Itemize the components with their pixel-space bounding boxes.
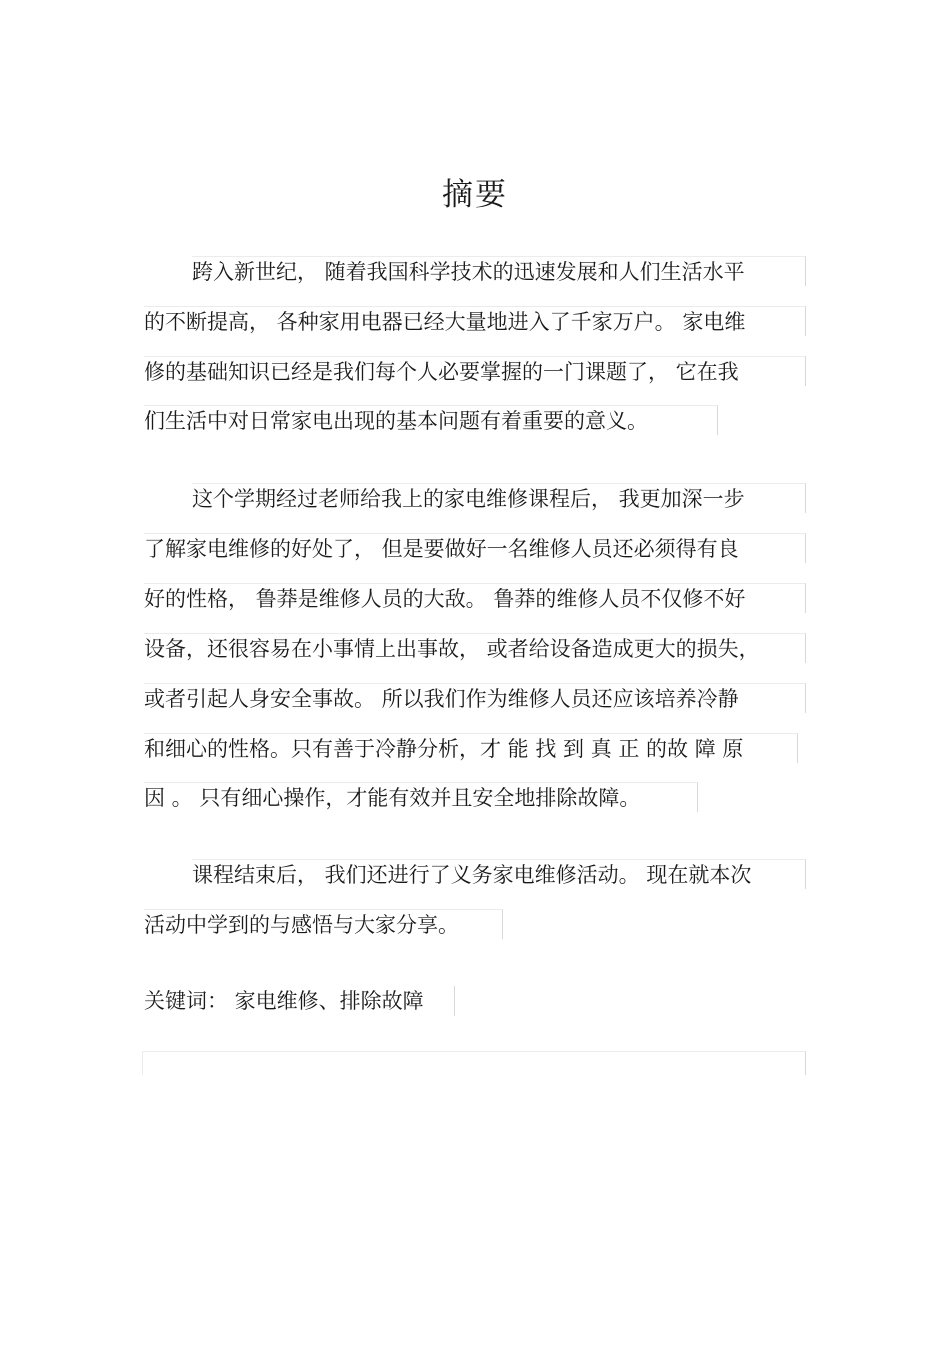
paragraph-2-line-4: 设备，还很容易在小事情上出事故， 或者给设备造成更大的损失， bbox=[144, 633, 806, 663]
paragraph-3-line-1: 课程结束后， 我们还进行了义务家电维修活动。 现在就本次 bbox=[192, 859, 806, 889]
paragraph-3-line-2: 活动中学到的与感悟与大家分享。 bbox=[144, 909, 503, 939]
paragraph-2-line-7: 因 。 只有细心操作，才能有效并且安全地排除故障。 bbox=[144, 782, 698, 812]
page-title: 摘要 bbox=[442, 177, 508, 213]
paragraph-1-line-2: 的不断提高， 各种家用电器已经大量地进入了千家万户。 家电维 bbox=[144, 306, 806, 336]
paragraph-2-line-1: 这个学期经过老师给我上的家电维修课程后， 我更加深一步 bbox=[192, 483, 806, 513]
paragraph-1-line-3: 修的基础知识已经是我们每个人必要掌握的一门课题了， 它在我 bbox=[144, 356, 806, 386]
empty-text-frame bbox=[142, 1051, 806, 1075]
paragraph-2-line-5: 或者引起人身安全事故。 所以我们作为维修人员还应该培养冷静 bbox=[144, 683, 806, 713]
paragraph-2-line-6: 和细心的性格。只有善于冷静分析，才 能 找 到 真 正 的故 障 原 bbox=[144, 733, 798, 763]
paragraph-1-line-1: 跨入新世纪， 随着我国科学技术的迅速发展和人们生活水平 bbox=[192, 256, 806, 286]
paragraph-1-line-4: 们生活中对日常家电出现的基本问题有着重要的意义。 bbox=[144, 405, 718, 435]
keywords-line: 关键词： 家电维修、排除故障 bbox=[144, 986, 455, 1016]
paragraph-2-line-3: 好的性格， 鲁莽是维修人员的大敌。 鲁莽的维修人员不仅修不好 bbox=[144, 583, 806, 613]
paragraph-2-line-2: 了解家电维修的好处了， 但是要做好一名维修人员还必须得有良 bbox=[144, 533, 806, 563]
